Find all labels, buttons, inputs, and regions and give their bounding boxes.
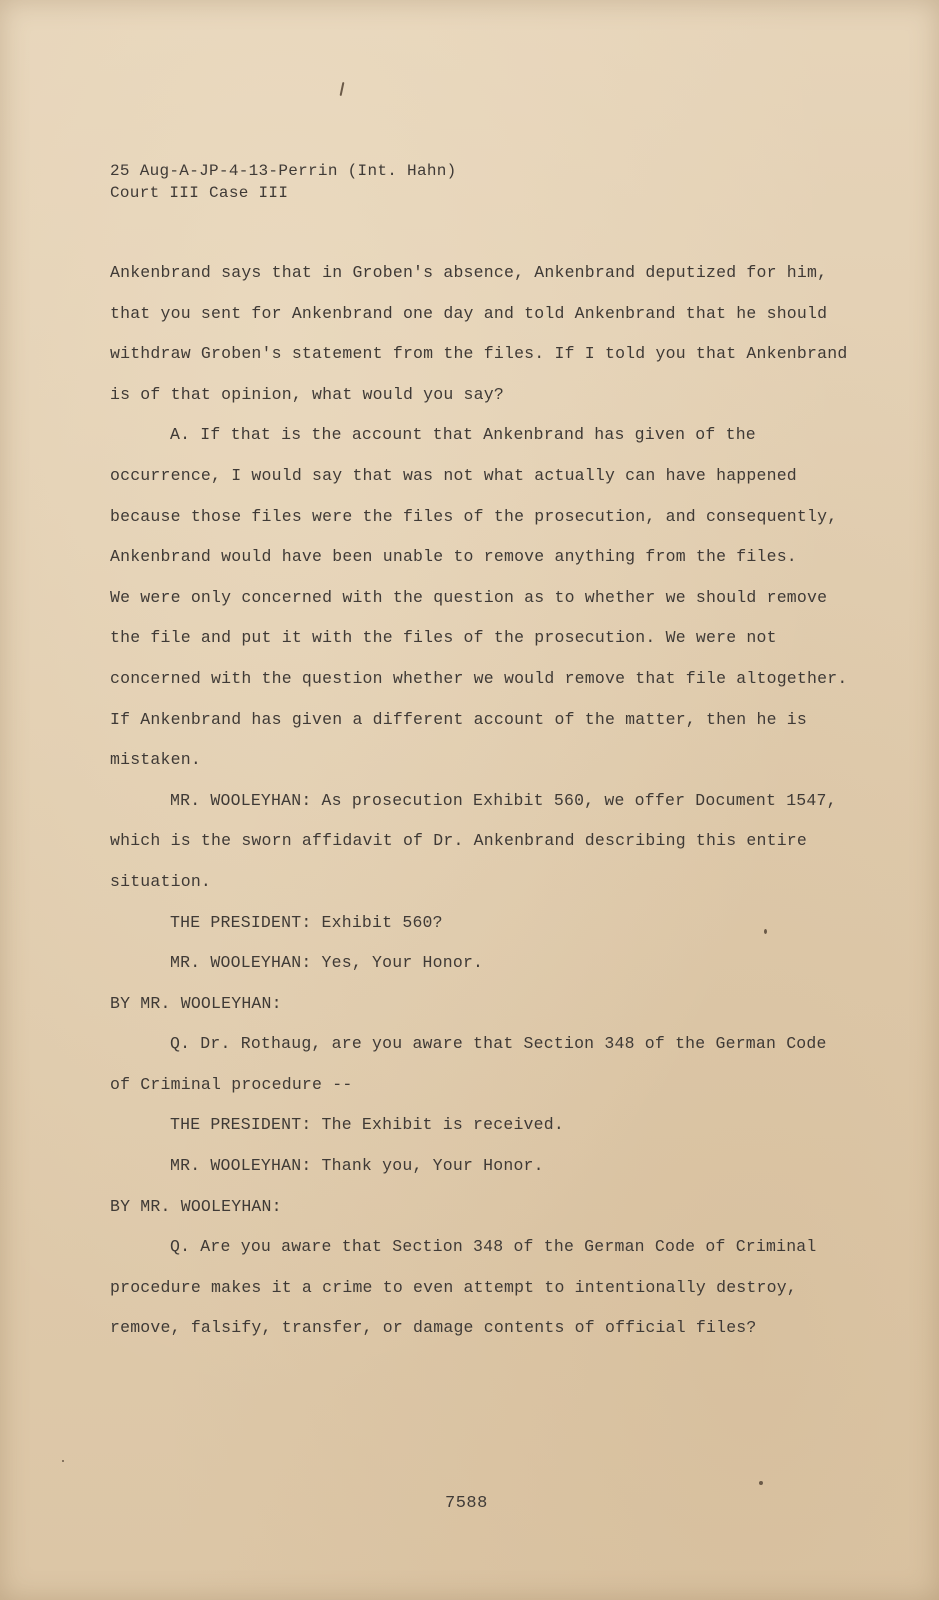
transcript-line: THE PRESIDENT: Exhibit 560? bbox=[170, 912, 443, 932]
transcript-line: occurrence, I would say that was not what actually can have happened bbox=[110, 465, 797, 485]
transcript-line: THE PRESIDENT: The Exhibit is received. bbox=[170, 1115, 564, 1135]
transcript-line: is of that opinion, what would you say? bbox=[110, 384, 504, 404]
transcript-line: remove, falsify, transfer, or damage contents of official files? bbox=[110, 1318, 757, 1338]
paper-speck bbox=[759, 1481, 763, 1485]
transcript-line: withdraw Groben's statement from the files. If I told you that Ankenbrand bbox=[110, 344, 848, 364]
transcript-line: Ankenbrand would have been unable to remove anything from the files. bbox=[110, 547, 797, 567]
transcript-line: MR. WOOLEYHAN: As prosecution Exhibit 560, we offer Document 1547, bbox=[170, 790, 837, 810]
transcript-line: Q. Dr. Rothaug, are you aware that Section 348 of the German Code bbox=[170, 1034, 827, 1054]
transcript-line: If Ankenbrand has given a different account of the matter, then he is bbox=[110, 709, 808, 729]
transcript-line: BY MR. WOOLEYHAN: bbox=[110, 993, 282, 1013]
transcript-line: procedure makes it a crime to even attempt to intentionally destroy, bbox=[110, 1277, 797, 1297]
transcript-line: mistaken. bbox=[110, 750, 201, 770]
transcript-line: Q. Are you aware that Section 348 of the German Code of Criminal bbox=[170, 1237, 817, 1257]
transcript-line: MR. WOOLEYHAN: Yes, Your Honor. bbox=[170, 953, 484, 973]
header-reference-line: 25 Aug-A-JP-4-13-Perrin (Int. Hahn) bbox=[110, 162, 457, 180]
transcript-line: the file and put it with the files of the prosecution. We were not bbox=[110, 628, 777, 648]
paper-speck bbox=[764, 929, 767, 934]
transcript-line: which is the sworn affidavit of Dr. Ankenbrand describing this entire bbox=[110, 831, 808, 851]
transcript-line: situation. bbox=[110, 871, 212, 891]
transcript-line: BY MR. WOOLEYHAN: bbox=[110, 1196, 282, 1216]
document-header bbox=[110, 160, 457, 204]
paper-speck bbox=[62, 1460, 64, 1462]
transcript-line: A. If that is the account that Ankenbrand has given of the bbox=[170, 425, 756, 445]
transcript-line: because those files were the files of the prosecution, and consequently, bbox=[110, 506, 838, 526]
transcript-line: MR. WOOLEYHAN: Thank you, Your Honor. bbox=[170, 1156, 544, 1176]
header-court-line: Court III Case III bbox=[110, 184, 289, 202]
paper-speck bbox=[340, 82, 345, 96]
transcript-line: concerned with the question whether we would remove that file altogether. bbox=[110, 668, 848, 688]
transcript-body bbox=[110, 260, 890, 1356]
transcript-line: of Criminal procedure -- bbox=[110, 1074, 353, 1094]
transcript-line: We were only concerned with the question as to whether we should remove bbox=[110, 587, 828, 607]
transcript-line: that you sent for Ankenbrand one day and told Ankenbrand that he should bbox=[110, 303, 828, 323]
transcript-line: Ankenbrand says that in Groben's absence, Ankenbrand deputized for him, bbox=[110, 263, 828, 282]
page-number: 7588 bbox=[445, 1494, 488, 1513]
